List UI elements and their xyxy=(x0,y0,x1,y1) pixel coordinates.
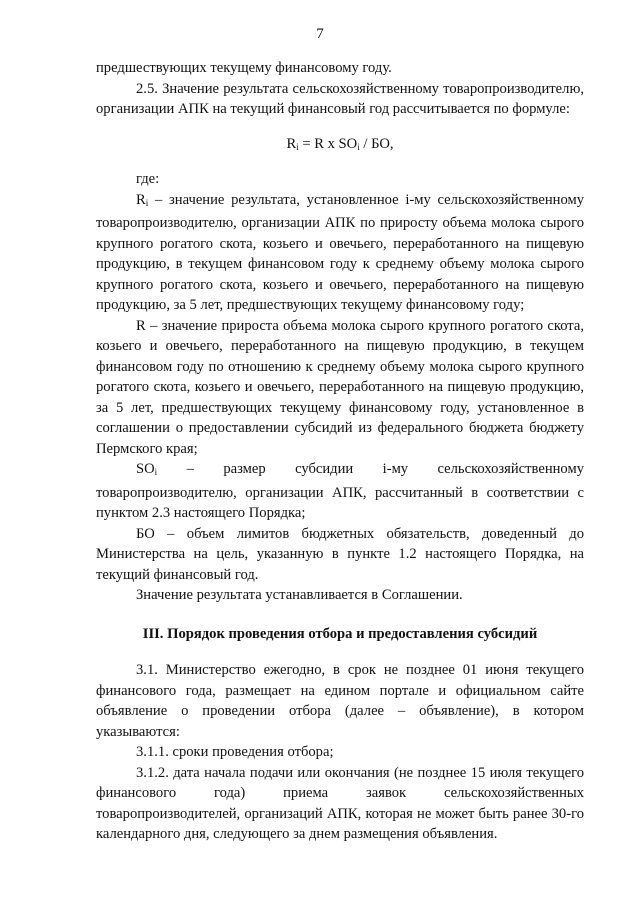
where-label: где: xyxy=(136,171,160,187)
so-definition-text: – размер субсидии i-му сельскохозяйственному товаропроизводителю, организации АПК, рассчитанный в соответствии с пунктом 2.3 настоящего Порядка; xyxy=(96,461,584,521)
formula-sub-i: i xyxy=(296,141,299,152)
formula-r: R xyxy=(286,135,297,152)
formula-middle: = R x SO xyxy=(298,135,358,152)
r-definition: R – значение прироста объема молока сырого крупного рогатого скота, козьего и овечьего, переработанного на пищевую продукцию, в текущем финансовом году по отношению к среднему объему молока сырого крупного рогатого скота, козьего и овечьего, переработанного на пищевую продукцию, за 5 лет, предшествующих текущему финансовому году, установленное в соглашении о предоставлении субсидий из федерального бюджета бюджету Пермского края; xyxy=(96,317,584,457)
document-body xyxy=(96,58,584,845)
formula-sub-i-2: i xyxy=(357,141,360,152)
so-definition xyxy=(96,459,584,524)
ri-definition xyxy=(96,190,584,316)
ri-sub-i: i xyxy=(145,197,149,208)
ri-definition-text: – значение результата, установленное i-му сельскохозяйственному товаропроизводителю, организации АПК по приросту объема молока сырого крупного рогатого скота, козьего и овечьего, переработанного на пищевую продукцию, в текущем финансовом году к среднему объему молока сырого крупного рогатого скота, козьего и овечьего, переработанного на пищевую продукцию, за 5 лет, предшествующих текущему финансовому году; xyxy=(96,191,584,313)
formula-end: / БО, xyxy=(359,135,394,152)
bo-definition: БО – объем лимитов бюджетных обязательств, доведенный до Министерства на цель, указанную в пункте 1.2 настоящего Порядка, на текущий финансовый год. xyxy=(96,525,584,583)
result-note: Значение результата устанавливается в Соглашении. xyxy=(136,587,463,603)
paragraph-3-1: 3.1. Министерство ежегодно, в срок не позднее 01 июня текущего финансового года, размещает на едином портале и официальном сайте объявление о проведении отбора (далее – объявление), в котором указываются: xyxy=(96,662,584,740)
paragraph-2-5: 2.5. Значение результата сельскохозяйственному товаропроизводителю, организации АПК на текущий финансовый год рассчитывается по формуле: xyxy=(96,80,584,117)
paragraph-3-1-2: 3.1.2. дата начала подачи или окончания (не позднее 15 июля текущего финансового года) приема заявок сельскохозяйственных товаропроизводителей, организаций АПК, которая не может быть ранее 30-го календарного дня, следующего за днем размещения объявления. xyxy=(96,764,584,842)
paragraph-3-1-1: 3.1.1. сроки проведения отбора; xyxy=(136,744,334,760)
formula xyxy=(96,134,584,158)
section-heading-3: III. Порядок проведения отбора и предоставления субсидий xyxy=(142,625,538,642)
page-number: 7 xyxy=(316,26,324,42)
ri-symbol: R xyxy=(136,191,146,208)
so-sub-i: i xyxy=(154,467,158,477)
so-symbol: SO xyxy=(136,461,155,477)
continuation-paragraph: предшествующих текущему финансовому году. xyxy=(96,60,392,76)
